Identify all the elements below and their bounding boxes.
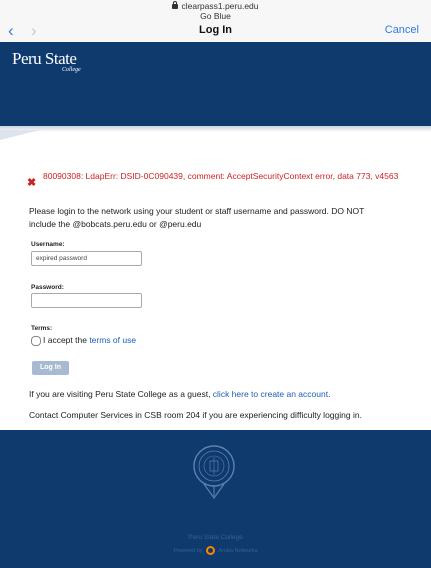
lock-icon xyxy=(172,4,178,9)
forward-arrow-icon[interactable]: › xyxy=(31,21,37,40)
create-account-link[interactable]: click here to create an account xyxy=(212,389,329,399)
x-icon: ✖ xyxy=(27,177,37,189)
terms-of-use-link[interactable]: terms of use xyxy=(89,335,137,345)
browser-chrome xyxy=(0,0,431,43)
url-bar[interactable] xyxy=(0,1,431,11)
login-button[interactable]: Log In xyxy=(32,361,69,375)
powered-prefix: Powered by xyxy=(173,547,203,554)
terms-checkbox[interactable] xyxy=(31,336,41,346)
decorative-wedge xyxy=(0,130,40,140)
cancel-button[interactable]: Cancel xyxy=(384,24,419,36)
url-text: clearpass1.peru.edu xyxy=(181,1,259,11)
guest-suffix: . xyxy=(328,389,331,399)
terms-label: Terms: xyxy=(31,325,53,332)
back-arrow-icon[interactable]: ‹ xyxy=(8,21,14,40)
password-input[interactable] xyxy=(31,293,142,308)
college-logo xyxy=(12,49,81,73)
terms-prefix: I accept the xyxy=(43,335,90,345)
contact-text: Contact Computer Services in CSB room 204 if you are experiencing difficulty logging in. xyxy=(29,410,362,420)
header-banner xyxy=(0,42,431,126)
intro-line-2: include the @bobcats.peru.edu or @peru.edu xyxy=(29,219,202,229)
powered-brand: Aruba Networks xyxy=(218,547,258,554)
powered-by xyxy=(0,546,431,555)
intro-text xyxy=(29,205,404,231)
error-text: 80090308: LdapErr: DSID-0C090439, comment: AcceptSecurityContext error, data 773, v4563 xyxy=(43,171,399,181)
footer-college-name: Peru State College xyxy=(188,534,243,541)
username-label: Username: xyxy=(31,241,65,248)
guest-prefix: If you are visiting Peru State College as a guest, xyxy=(29,389,213,399)
footer xyxy=(0,430,431,568)
aruba-logo-icon xyxy=(206,546,215,555)
chrome-title: Log In xyxy=(199,24,232,36)
college-seal-icon xyxy=(192,444,236,500)
username-input[interactable] xyxy=(31,251,142,266)
guest-text xyxy=(29,389,330,399)
page-subtitle: Go Blue xyxy=(200,11,231,21)
terms-row xyxy=(31,335,136,346)
banner-shadow xyxy=(0,126,431,132)
logo-main: Peru State xyxy=(12,49,77,68)
intro-line-1: Please login to the network using your student or staff username and password. DO NOT xyxy=(29,206,365,216)
logo-sub: College xyxy=(62,67,81,73)
password-label: Password: xyxy=(31,284,64,291)
